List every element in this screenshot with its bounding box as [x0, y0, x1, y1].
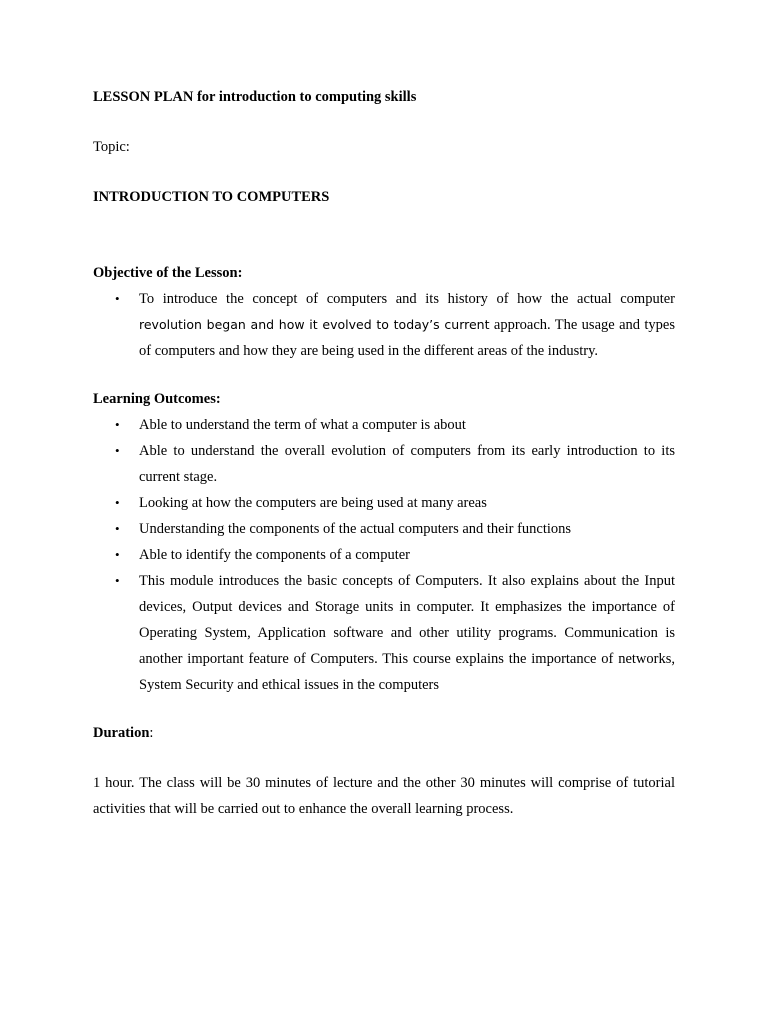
learning-outcomes-heading: Learning Outcomes:	[93, 391, 221, 407]
list-item	[93, 516, 675, 542]
objective-list	[93, 286, 675, 364]
duration-text: 1 hour. The class will be 30 minutes of lecture and the other 30 minutes will comprise of tutorial activities that will be carried out to enhance the overall learning process.	[93, 775, 675, 817]
bullet-icon: •	[115, 495, 120, 510]
bullet-icon: •	[115, 547, 120, 562]
document-title: LESSON PLAN for introduction to computing skills	[93, 89, 417, 105]
outcome-text: Able to understand the term of what a computer is about	[139, 417, 466, 433]
bullet-icon: •	[115, 521, 120, 536]
outcome-text: Looking at how the computers are being used at many areas	[139, 495, 487, 511]
bullet-icon: •	[115, 291, 120, 306]
bullet-icon: •	[115, 417, 120, 432]
objective-text-part1: To introduce the concept of computers and its history of how the actual computer	[139, 291, 675, 307]
bullet-icon: •	[115, 443, 120, 458]
outcome-text: Understanding the components of the actual computers and their functions	[139, 521, 572, 537]
learning-outcomes-list	[93, 412, 675, 698]
objective-text-part3: approach. The usage and types of computers and how they are being used in the different areas of the industry.	[139, 317, 675, 359]
list-item	[93, 286, 675, 364]
objective-heading: Objective of the Lesson:	[93, 265, 243, 281]
outcome-text: Able to identify the components of a computer	[139, 547, 410, 563]
list-item	[93, 412, 675, 438]
duration-heading-line	[93, 720, 675, 746]
outcome-text: This module introduces the basic concepts of Computers. It also explains about the Input devices, Output devices and Storage units in computer. It emphasizes the importance of Operating System, Application software and other utility programs. Communication is another important feature of Computers. This course explains the importance of networks, System Security and ethical issues in the computers	[139, 573, 675, 693]
duration-colon: :	[149, 725, 154, 741]
topic-label: Topic:	[93, 139, 130, 155]
duration-heading: Duration	[93, 725, 150, 741]
bullet-icon: •	[115, 573, 120, 588]
topic-heading: INTRODUCTION TO COMPUTERS	[93, 189, 330, 205]
list-item	[93, 438, 675, 490]
list-item	[93, 490, 675, 516]
objective-text-part2: revolution began and how it evolved to today’s current	[139, 317, 490, 332]
list-item	[93, 568, 675, 698]
outcome-text: Able to understand the overall evolution of computers from its early introduction to its current stage.	[139, 443, 675, 485]
list-item	[93, 542, 675, 568]
